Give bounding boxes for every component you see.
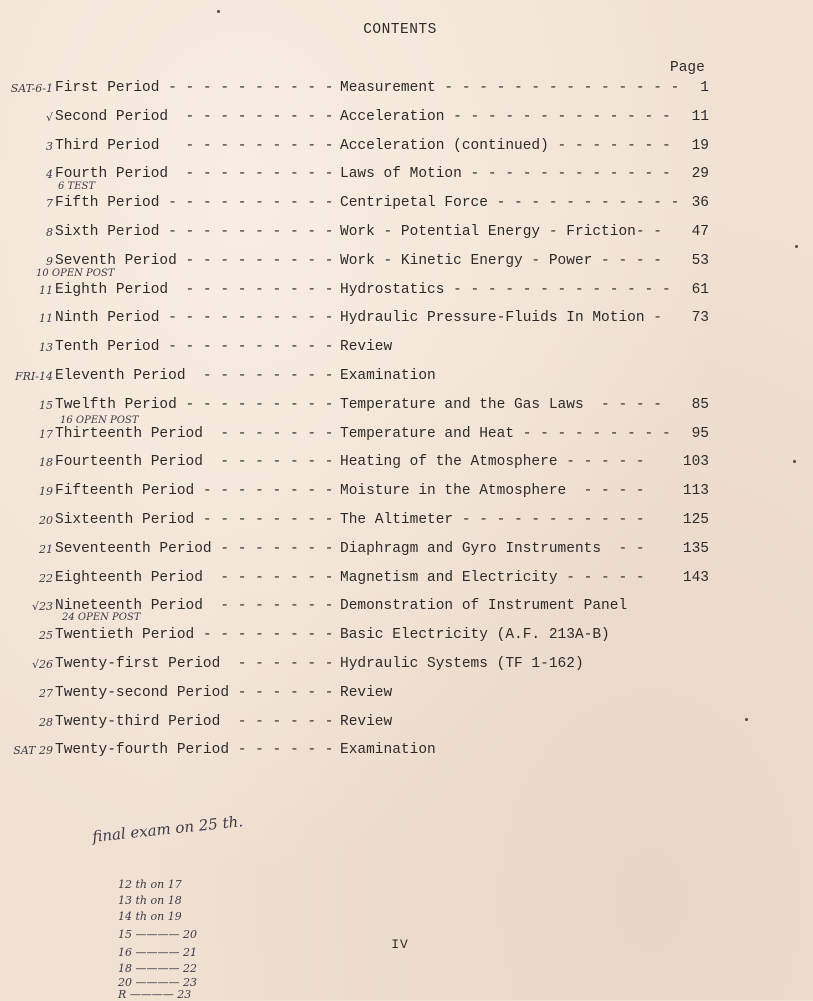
margin-note: √ [45,110,53,124]
margin-note: 8 [46,226,53,239]
handwritten-schedule-line: 20 ———— 23 [118,976,197,989]
toc-period: Seventeenth Period - - - - - - - [55,540,334,557]
toc-row [0,109,813,131]
paper-speck [745,718,748,721]
toc-page-number: 19 [691,137,709,154]
toc-page-number: 36 [691,195,709,212]
toc-period: Eleventh Period - - - - - - - - [55,368,334,384]
toc-row [0,570,813,592]
toc-page-number: 125 [682,512,709,528]
margin-note: 22 [39,571,53,585]
toc-row [0,80,813,102]
toc-subject: Magnetism and Electricity - - - - - [340,569,645,586]
toc-row [0,426,813,448]
margin-note: 15 [39,398,53,412]
handwritten-note: 24 OPEN POST [62,612,141,623]
toc-period: Nineteenth Period - - - - - - - [55,598,334,615]
margin-note: 19 [39,485,53,499]
page-folio: IV [391,937,409,952]
margin-note: 3 [46,139,53,153]
handwritten-schedule-line: 16 ———— 21 [118,946,197,959]
toc-subject: Centripetal Force - - - - - - - - - - - [340,195,680,212]
contents-title: CONTENTS [363,22,437,38]
toc-period: Twenty-fourth Period - - - - - - [55,742,334,759]
toc-row [0,541,813,563]
toc-row [0,253,813,275]
toc-row [0,282,813,304]
toc-subject: Work - Kinetic Energy - Power - - - - [340,252,662,269]
toc-page-number: 47 [691,224,709,240]
toc-subject: Measurement - - - - - - - - - - - - - - [340,80,680,96]
handwritten-schedule-line: R ———— 23 [118,988,192,1001]
toc-period: Eighteenth Period - - - - - - - [55,569,334,586]
toc-subject: Review [340,713,393,730]
toc-period: Third Period - - - - - - - - - [55,137,334,154]
toc-subject: Hydraulic Pressure-Fluids In Motion - [340,310,662,327]
margin-note: SAT-6-1 [10,82,53,95]
handwritten-note: 6 TEST [58,181,96,192]
toc-page-number: 135 [682,540,709,557]
toc-period: Sixth Period - - - - - - - - - - [55,224,334,240]
toc-row [0,656,813,678]
toc-row [0,368,813,390]
page-column-header: Page [670,60,705,76]
toc-page-number: 113 [682,483,709,500]
toc-period: Twenty-third Period - - - - - - [55,713,334,730]
margin-note: 18 [39,456,53,470]
toc-page-number: 143 [682,569,709,586]
toc-page-number: 29 [691,166,709,183]
toc-row [0,224,813,246]
toc-page-number: 53 [691,252,709,269]
margin-note: 11 [39,283,53,297]
toc-period: Twenty-first Period - - - - - - [55,656,334,672]
toc-page-number: 95 [691,425,709,442]
toc-row [0,166,813,188]
toc-subject: Review [340,339,393,356]
toc-page-number: 1 [700,80,709,96]
handwritten-schedule-line: 12 th on 17 [118,878,182,891]
margin-note: 28 [39,715,53,729]
margin-note: √26 [31,658,53,671]
toc-page-number: 11 [691,108,709,125]
toc-period: Tenth Period - - - - - - - - - - [55,339,334,356]
paper-speck [793,460,796,463]
toc-subject: Acceleration - - - - - - - - - - - - - [340,108,671,125]
toc-period: Sixteenth Period - - - - - - - - [55,512,334,528]
margin-note: 11 [39,312,53,326]
toc-subject: Hydrostatics - - - - - - - - - - - - - [340,281,671,298]
margin-note: √23 [31,600,53,614]
toc-period: Twenty-second Period - - - - - - [55,684,334,701]
margin-note: 9 [46,254,53,268]
toc-period: Second Period - - - - - - - - - [55,108,334,125]
toc-period: Fifth Period - - - - - - - - - - [55,195,334,212]
toc-row [0,195,813,217]
toc-period: First Period - - - - - - - - - - [55,80,334,96]
toc-subject: Diaphragm and Gyro Instruments - - [340,540,645,557]
handwritten-schedule-line: 18 ———— 22 [118,962,197,975]
toc-row [0,339,813,361]
toc-period: Ninth Period - - - - - - - - - - [55,310,334,327]
toc-period: Thirteenth Period - - - - - - - [55,425,334,442]
toc-period: Twentieth Period - - - - - - - - [55,627,334,644]
toc-subject: Acceleration (continued) - - - - - - - [340,137,671,154]
toc-period: Fourth Period - - - - - - - - - [55,166,334,183]
handwritten-note: 16 OPEN POST [60,415,139,426]
toc-period: Fourteenth Period - - - - - - - [55,454,334,471]
margin-note: 20 [39,514,53,527]
paper-speck [217,10,220,13]
toc-subject: The Altimeter - - - - - - - - - - - [340,512,645,528]
handwritten-schedule-line: 13 th on 18 [118,894,182,907]
handwritten-schedule-line: 14 th on 19 [118,910,182,923]
margin-note: 4 [46,168,53,182]
toc-subject: Demonstration of Instrument Panel [340,598,628,615]
toc-subject: Moisture in the Atmosphere - - - - [340,483,645,500]
margin-note: SAT 29 [13,744,53,758]
toc-row [0,512,813,534]
toc-page-number: 103 [682,454,709,471]
toc-subject: Temperature and Heat - - - - - - - - - [340,425,671,442]
toc-period: Twelfth Period - - - - - - - - - [55,396,334,413]
margin-note: 21 [39,542,53,556]
handwritten-final-exam-note: final exam on 25 th. [91,812,244,846]
margin-note: FRI-14 [15,370,53,383]
margin-note: 27 [39,686,53,700]
toc-period: Fifteenth Period - - - - - - - - [55,483,334,500]
toc-page-number: 85 [691,396,709,413]
toc-period: Seventh Period - - - - - - - - - [55,252,334,269]
toc-page-number: 61 [691,281,709,298]
toc-subject: Hydraulic Systems (TF 1-162) [340,656,584,672]
margin-note: 17 [39,427,53,441]
toc-subject: Examination [340,742,436,759]
toc-page-number: 73 [691,310,709,327]
toc-subject: Work - Potential Energy - Friction- - [340,224,662,240]
margin-note: 13 [39,341,53,355]
toc-row [0,714,813,736]
toc-subject: Heating of the Atmosphere - - - - - [340,454,645,471]
margin-note: 25 [39,629,53,643]
toc-subject: Laws of Motion - - - - - - - - - - - - [340,166,671,183]
toc-row [0,627,813,649]
toc-row [0,138,813,160]
toc-subject: Review [340,684,393,701]
paper-speck [795,245,798,248]
toc-row [0,454,813,476]
toc-subject: Basic Electricity (A.F. 213A-B) [340,627,610,644]
toc-row [0,483,813,505]
toc-row [0,685,813,707]
handwritten-note: 10 OPEN POST [36,268,115,279]
toc-row [0,310,813,332]
toc-subject: Temperature and the Gas Laws - - - - [340,396,662,413]
toc-period: Eighth Period - - - - - - - - - [55,281,334,298]
toc-row [0,742,813,764]
toc-subject: Examination [340,368,436,384]
margin-note: 7 [46,197,53,211]
handwritten-schedule-line: 15 ———— 20 [118,928,197,941]
